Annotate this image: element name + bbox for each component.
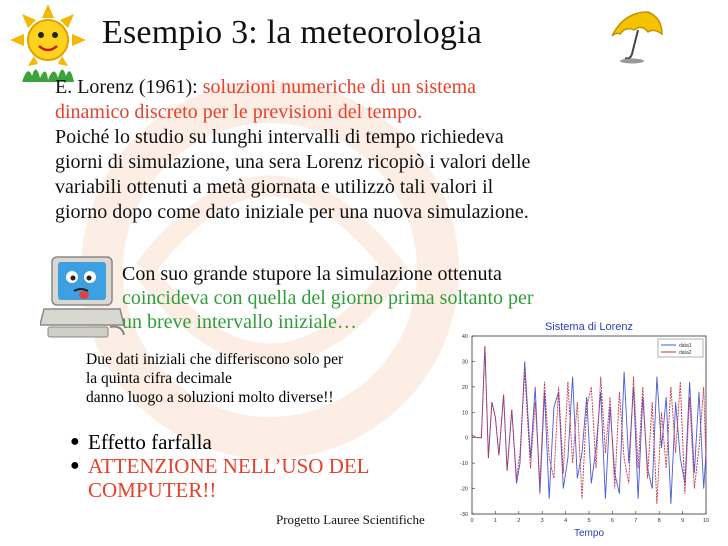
bullet-text: ATTENZIONE NELL’USO DEL (88, 454, 370, 478)
x-axis-label: Tempo (573, 528, 605, 539)
para-line: Poiché lo studio su lunghi intervalli di tempo richiedeva (55, 126, 504, 148)
plot-frame (472, 336, 706, 514)
bullet-icon: ● (70, 457, 80, 474)
sun-icon (8, 4, 88, 82)
note-line: Due dati iniziali che differiscono solo per (86, 351, 344, 368)
intro-highlight-2: dinamico discreto per le previsioni del tempo. (55, 101, 423, 123)
note-line: la quinta cifra decimale (86, 370, 232, 387)
x-tick-label: 3 (540, 518, 544, 524)
slide-title: Esempio 3: la meteorologia (102, 14, 483, 51)
x-tick-label: 7 (634, 518, 638, 524)
y-tick-label: 10 (461, 410, 468, 417)
quote-line-3: un breve intervallo iniziale… (122, 311, 357, 333)
bullet-text: COMPUTER!! (88, 478, 217, 502)
intro-paragraph (55, 75, 530, 225)
bullet-item (70, 430, 370, 454)
intro-prefix: E. Lorenz (1961): (55, 76, 203, 98)
quote-line-1: Con suo grande stupore la simulazione ottenuta (122, 263, 502, 285)
bullet-icon: ● (70, 433, 80, 450)
quote-line-2: coincideva con quella del giorno prima soltanto per (122, 287, 534, 309)
x-tick-label: 9 (681, 518, 685, 524)
x-tick-label: 4 (564, 518, 568, 524)
intro-line-1 (55, 75, 530, 100)
legend-label-data2: data2 (679, 350, 692, 356)
x-tick-label: 0 (470, 518, 474, 524)
y-tick-label: -20 (460, 486, 468, 493)
footer-text: Progetto Lauree Scientifiche (276, 512, 425, 527)
para-line: giorni di simulazione, una sera Lorenz ricopiò i valori delle (55, 151, 531, 173)
y-tick-label: 40 (461, 334, 468, 340)
umbrella-icon (604, 8, 666, 64)
x-tick-label: 8 (657, 518, 661, 524)
legend-label-data1: data1 (679, 343, 692, 349)
para-line: variabili ottenuti a metà giornata e utilizzò tali valori il (55, 176, 494, 198)
x-tick-label: 2 (517, 518, 521, 524)
x-tick-label: 1 (493, 518, 497, 524)
note-line: danno luogo a soluzioni molto diverse!! (86, 389, 334, 406)
computer-icon (40, 253, 128, 339)
bullet-item (70, 478, 370, 502)
chart-title: Sistema di Lorenz (544, 321, 634, 333)
bullet-list (70, 430, 370, 502)
note-block (86, 350, 343, 407)
bullet-item (70, 454, 370, 478)
x-tick-label: 10 (702, 518, 710, 524)
y-tick-label: -10 (460, 461, 468, 468)
y-tick-label: -30 (460, 512, 468, 518)
y-tick-label: 0 (464, 435, 468, 442)
intro-highlight-1: soluzioni numeriche di un sistema (202, 76, 477, 98)
x-tick-label: 5 (587, 518, 591, 524)
y-tick-label: 30 (461, 359, 468, 366)
para-line: giorno dopo come dato iniziale per una nuova simulazione. (55, 201, 529, 223)
y-tick-label: 20 (461, 384, 468, 391)
bullet-text: Effetto farfalla (88, 430, 212, 454)
lorenz-chart (444, 320, 718, 544)
x-tick-label: 6 (610, 518, 614, 524)
